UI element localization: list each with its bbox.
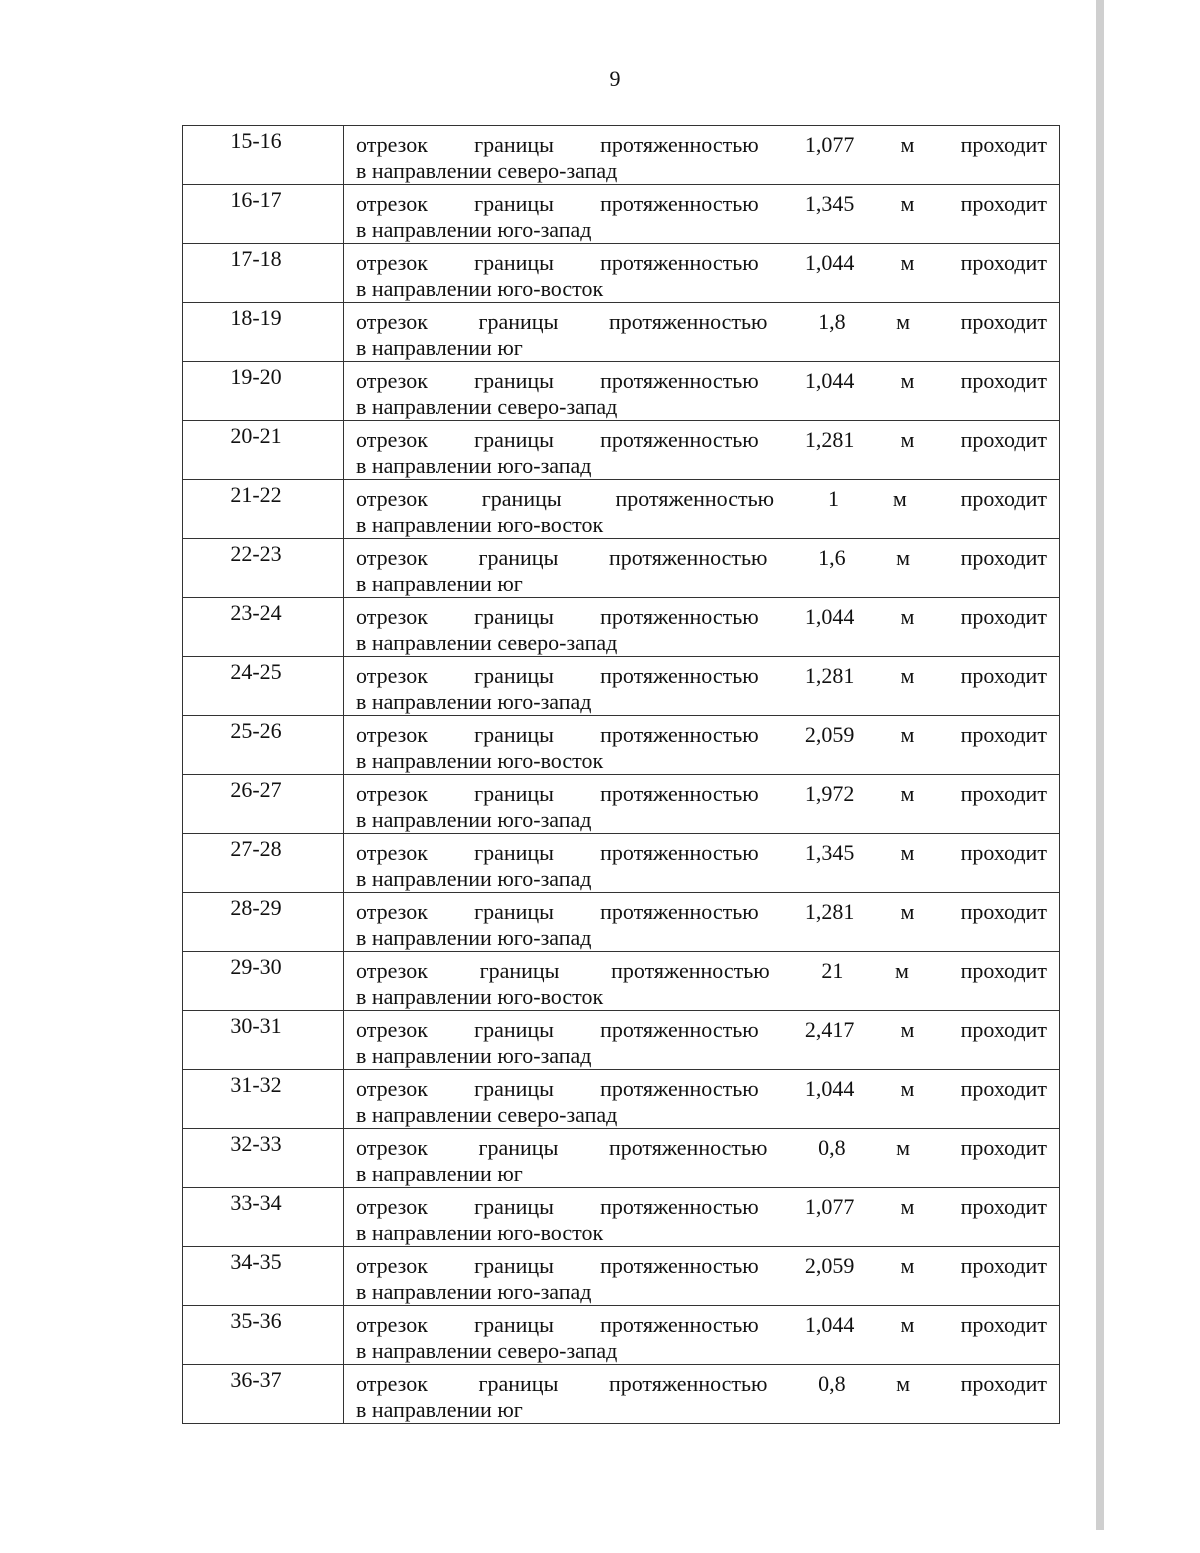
word-boundary: границы <box>474 663 554 688</box>
description-cell <box>344 1247 1060 1306</box>
length-value: 1,044 <box>804 250 855 275</box>
segment-cell: 34-35 <box>183 1247 344 1306</box>
length-unit: м <box>900 604 915 629</box>
word-length: протяженностью <box>600 781 759 806</box>
word-length: протяженностью <box>600 368 759 393</box>
description-line-1 <box>356 1312 1047 1338</box>
word-segment: отрезок <box>356 1135 428 1160</box>
word-passes: проходит <box>960 781 1047 806</box>
word-length: протяженностью <box>608 1371 768 1396</box>
length-unit: м <box>895 958 909 983</box>
length-value: 1,8 <box>818 309 846 334</box>
description-line-1 <box>356 1017 1047 1043</box>
description-line-1 <box>356 722 1047 748</box>
description-line-1 <box>356 1194 1047 1220</box>
segment-cell: 29-30 <box>183 952 344 1011</box>
word-passes: проходит <box>960 604 1047 629</box>
segment-cell: 28-29 <box>183 893 344 952</box>
word-boundary: границы <box>478 1135 559 1160</box>
description-cell <box>344 539 1060 598</box>
segment-cell: 32-33 <box>183 1129 344 1188</box>
word-boundary: границы <box>474 1017 554 1042</box>
segment-cell: 23-24 <box>183 598 344 657</box>
segment-cell: 27-28 <box>183 834 344 893</box>
word-boundary: границы <box>474 899 554 924</box>
word-boundary: границы <box>474 368 554 393</box>
table-row <box>183 952 1060 1011</box>
word-boundary: границы <box>474 604 554 629</box>
direction-text: в направлении юго-восток <box>356 1220 604 1245</box>
description-line-1 <box>356 958 1047 984</box>
word-segment: отрезок <box>356 840 428 865</box>
table-row <box>183 244 1060 303</box>
table-row <box>183 185 1060 244</box>
description-cell <box>344 775 1060 834</box>
segment-cell: 26-27 <box>183 775 344 834</box>
description-line-1 <box>356 663 1047 689</box>
word-length: протяженностью <box>600 663 759 688</box>
length-value: 1,6 <box>818 545 846 570</box>
word-boundary: границы <box>474 722 554 747</box>
word-segment: отрезок <box>356 250 428 275</box>
word-boundary: границы <box>474 191 554 216</box>
word-passes: проходит <box>960 486 1047 511</box>
table-row <box>183 362 1060 421</box>
direction-text: в направлении северо-запад <box>356 394 618 419</box>
table-row <box>183 1070 1060 1129</box>
word-passes: проходит <box>960 191 1047 216</box>
word-segment: отрезок <box>356 486 428 511</box>
word-length: протяженностью <box>600 191 759 216</box>
length-value: 1,044 <box>804 368 855 393</box>
table-row <box>183 1011 1060 1070</box>
word-segment: отрезок <box>356 1253 428 1278</box>
table-row <box>183 303 1060 362</box>
word-segment: отрезок <box>356 132 428 157</box>
length-value: 1,972 <box>804 781 855 806</box>
word-boundary: границы <box>474 1253 554 1278</box>
word-passes: проходит <box>960 1253 1047 1278</box>
word-boundary: границы <box>478 309 559 334</box>
description-cell <box>344 1011 1060 1070</box>
description-line-1 <box>356 309 1047 335</box>
word-passes: проходит <box>960 1135 1047 1160</box>
word-segment: отрезок <box>356 1312 428 1337</box>
word-length: протяженностью <box>600 250 759 275</box>
length-unit: м <box>900 427 915 452</box>
word-boundary: границы <box>474 427 554 452</box>
length-unit: м <box>900 132 915 157</box>
description-line-1 <box>356 486 1047 512</box>
word-segment: отрезок <box>356 1017 428 1042</box>
length-value: 1,281 <box>804 899 855 924</box>
description-line-1 <box>356 781 1047 807</box>
segment-cell: 33-34 <box>183 1188 344 1247</box>
length-value: 0,8 <box>818 1135 846 1160</box>
length-unit: м <box>900 250 915 275</box>
word-passes: проходит <box>960 250 1047 275</box>
word-length: протяженностью <box>600 604 759 629</box>
scan-edge-shadow <box>1096 0 1104 1530</box>
word-length: протяженностью <box>615 486 775 511</box>
description-line-1 <box>356 1135 1047 1161</box>
word-boundary: границы <box>474 132 554 157</box>
description-line-1 <box>356 250 1047 276</box>
length-unit: м <box>892 486 907 511</box>
table-row <box>183 893 1060 952</box>
description-cell <box>344 126 1060 185</box>
page-number: 9 <box>609 66 621 91</box>
word-boundary: границы <box>478 1371 559 1396</box>
word-length: протяженностью <box>600 1194 759 1219</box>
length-value: 1,345 <box>804 191 855 216</box>
description-line-1 <box>356 1076 1047 1102</box>
table-row <box>183 480 1060 539</box>
word-segment: отрезок <box>356 191 428 216</box>
description-cell <box>344 244 1060 303</box>
description-line-1 <box>356 1253 1047 1279</box>
table-row <box>183 421 1060 480</box>
word-segment: отрезок <box>356 427 428 452</box>
word-passes: проходит <box>960 1194 1047 1219</box>
length-value: 2,417 <box>804 1017 855 1042</box>
direction-text: в направлении юг <box>356 1161 523 1186</box>
direction-text: в направлении юго-запад <box>356 866 592 891</box>
word-passes: проходит <box>960 368 1047 393</box>
segment-cell: 31-32 <box>183 1070 344 1129</box>
direction-text: в направлении юго-запад <box>356 689 592 714</box>
length-unit: м <box>896 545 911 570</box>
word-passes: проходит <box>960 1076 1047 1101</box>
word-passes: проходит <box>960 958 1047 983</box>
table-row <box>183 126 1060 185</box>
word-passes: проходит <box>960 427 1047 452</box>
length-value: 1,281 <box>804 663 855 688</box>
description-cell <box>344 1070 1060 1129</box>
table-row <box>183 1306 1060 1365</box>
word-segment: отрезок <box>356 1076 428 1101</box>
segment-cell: 19-20 <box>183 362 344 421</box>
word-boundary: границы <box>474 1194 554 1219</box>
direction-text: в направлении юго-восток <box>356 512 604 537</box>
table-row <box>183 657 1060 716</box>
direction-text: в направлении юго-запад <box>356 217 592 242</box>
table-row <box>183 1365 1060 1424</box>
length-unit: м <box>896 1371 911 1396</box>
segment-cell: 15-16 <box>183 126 344 185</box>
length-value: 1 <box>827 486 839 511</box>
table-row <box>183 775 1060 834</box>
word-length: протяженностью <box>600 1312 759 1337</box>
description-line-1 <box>356 427 1047 453</box>
direction-text: в направлении юго-запад <box>356 1043 592 1068</box>
length-unit: м <box>900 368 915 393</box>
word-segment: отрезок <box>356 1194 428 1219</box>
segment-cell: 17-18 <box>183 244 344 303</box>
description-cell <box>344 716 1060 775</box>
direction-text: в направлении юго-запад <box>356 1279 592 1304</box>
direction-text: в направлении северо-запад <box>356 1102 618 1127</box>
segment-cell: 25-26 <box>183 716 344 775</box>
word-segment: отрезок <box>356 309 428 334</box>
table-row <box>183 1247 1060 1306</box>
word-segment: отрезок <box>356 545 428 570</box>
direction-text: в направлении северо-запад <box>356 630 618 655</box>
direction-text: в направлении юг <box>356 335 523 360</box>
word-passes: проходит <box>960 309 1047 334</box>
segment-cell: 22-23 <box>183 539 344 598</box>
word-segment: отрезок <box>356 781 428 806</box>
description-cell <box>344 1365 1060 1424</box>
length-unit: м <box>900 191 915 216</box>
segment-cell: 36-37 <box>183 1365 344 1424</box>
length-unit: м <box>900 722 915 747</box>
word-passes: проходит <box>960 132 1047 157</box>
segment-cell: 16-17 <box>183 185 344 244</box>
description-cell <box>344 1306 1060 1365</box>
description-line-1 <box>356 191 1047 217</box>
word-passes: проходит <box>960 1312 1047 1337</box>
word-boundary: границы <box>479 958 560 983</box>
word-segment: отрезок <box>356 899 428 924</box>
direction-text: в направлении юго-запад <box>356 925 592 950</box>
word-length: протяженностью <box>600 899 759 924</box>
length-unit: м <box>900 663 915 688</box>
word-length: протяженностью <box>600 427 759 452</box>
table-row <box>183 716 1060 775</box>
length-value: 1,044 <box>804 1312 855 1337</box>
table-row <box>183 834 1060 893</box>
word-length: протяженностью <box>600 1253 759 1278</box>
length-value: 1,077 <box>804 132 855 157</box>
length-value: 1,044 <box>804 1076 855 1101</box>
length-unit: м <box>900 1017 915 1042</box>
description-cell <box>344 952 1060 1011</box>
word-length: протяженностью <box>600 1076 759 1101</box>
word-passes: проходит <box>960 840 1047 865</box>
description-cell <box>344 421 1060 480</box>
length-unit: м <box>896 1135 911 1160</box>
direction-text: в направлении юго-запад <box>356 807 592 832</box>
word-boundary: границы <box>474 1312 554 1337</box>
word-passes: проходит <box>960 545 1047 570</box>
segment-cell: 35-36 <box>183 1306 344 1365</box>
length-value: 2,059 <box>804 722 855 747</box>
description-line-1 <box>356 1371 1047 1397</box>
length-value: 1,345 <box>804 840 855 865</box>
segment-cell: 24-25 <box>183 657 344 716</box>
word-length: протяженностью <box>608 545 768 570</box>
length-unit: м <box>900 1312 915 1337</box>
length-unit: м <box>900 899 915 924</box>
length-unit: м <box>896 309 911 334</box>
description-cell <box>344 657 1060 716</box>
length-value: 21 <box>821 958 844 983</box>
direction-text: в направлении юго-восток <box>356 748 604 773</box>
length-value: 1,281 <box>804 427 855 452</box>
length-unit: м <box>900 781 915 806</box>
description-line-1 <box>356 368 1047 394</box>
word-length: протяженностью <box>600 132 759 157</box>
boundary-segments-table <box>182 125 1060 1424</box>
direction-text: в направлении юго-восток <box>356 276 604 301</box>
description-cell <box>344 834 1060 893</box>
direction-text: в направлении северо-запад <box>356 158 618 183</box>
word-length: протяженностью <box>611 958 770 983</box>
length-unit: м <box>900 1194 915 1219</box>
description-line-1 <box>356 604 1047 630</box>
length-value: 2,059 <box>804 1253 855 1278</box>
direction-text: в направлении юг <box>356 1397 523 1422</box>
table-row <box>183 1129 1060 1188</box>
direction-text: в направлении юго-запад <box>356 453 592 478</box>
segment-cell: 18-19 <box>183 303 344 362</box>
word-boundary: границы <box>474 781 554 806</box>
length-unit: м <box>900 1076 915 1101</box>
word-boundary: границы <box>474 840 554 865</box>
direction-text: в направлении юг <box>356 571 523 596</box>
word-passes: проходит <box>960 1371 1047 1396</box>
description-line-1 <box>356 899 1047 925</box>
word-length: протяженностью <box>600 840 759 865</box>
segment-cell: 30-31 <box>183 1011 344 1070</box>
word-segment: отрезок <box>356 368 428 393</box>
word-boundary: границы <box>481 486 562 511</box>
description-cell <box>344 303 1060 362</box>
description-line-1 <box>356 545 1047 571</box>
word-boundary: границы <box>478 545 559 570</box>
word-segment: отрезок <box>356 722 428 747</box>
word-length: протяженностью <box>600 722 759 747</box>
direction-text: в направлении юго-восток <box>356 984 604 1009</box>
description-cell <box>344 362 1060 421</box>
table-body <box>183 126 1060 1424</box>
description-cell <box>344 1188 1060 1247</box>
word-segment: отрезок <box>356 604 428 629</box>
word-boundary: границы <box>474 250 554 275</box>
description-cell <box>344 185 1060 244</box>
table-row <box>183 539 1060 598</box>
segment-cell: 20-21 <box>183 421 344 480</box>
word-passes: проходит <box>960 722 1047 747</box>
description-line-1 <box>356 840 1047 866</box>
word-segment: отрезок <box>356 1371 428 1396</box>
length-value: 0,8 <box>818 1371 846 1396</box>
table-row <box>183 598 1060 657</box>
description-cell <box>344 1129 1060 1188</box>
description-cell <box>344 893 1060 952</box>
word-length: протяженностью <box>608 1135 768 1160</box>
segment-cell: 21-22 <box>183 480 344 539</box>
word-passes: проходит <box>960 899 1047 924</box>
length-unit: м <box>900 840 915 865</box>
word-passes: проходит <box>960 1017 1047 1042</box>
length-unit: м <box>900 1253 915 1278</box>
word-length: протяженностью <box>600 1017 759 1042</box>
word-segment: отрезок <box>356 663 428 688</box>
description-line-1 <box>356 132 1047 158</box>
direction-text: в направлении северо-запад <box>356 1338 618 1363</box>
word-boundary: границы <box>474 1076 554 1101</box>
description-cell <box>344 598 1060 657</box>
length-value: 1,044 <box>804 604 855 629</box>
word-length: протяженностью <box>608 309 768 334</box>
table-row <box>183 1188 1060 1247</box>
length-value: 1,077 <box>804 1194 855 1219</box>
description-cell <box>344 480 1060 539</box>
word-segment: отрезок <box>356 958 428 983</box>
word-passes: проходит <box>960 663 1047 688</box>
